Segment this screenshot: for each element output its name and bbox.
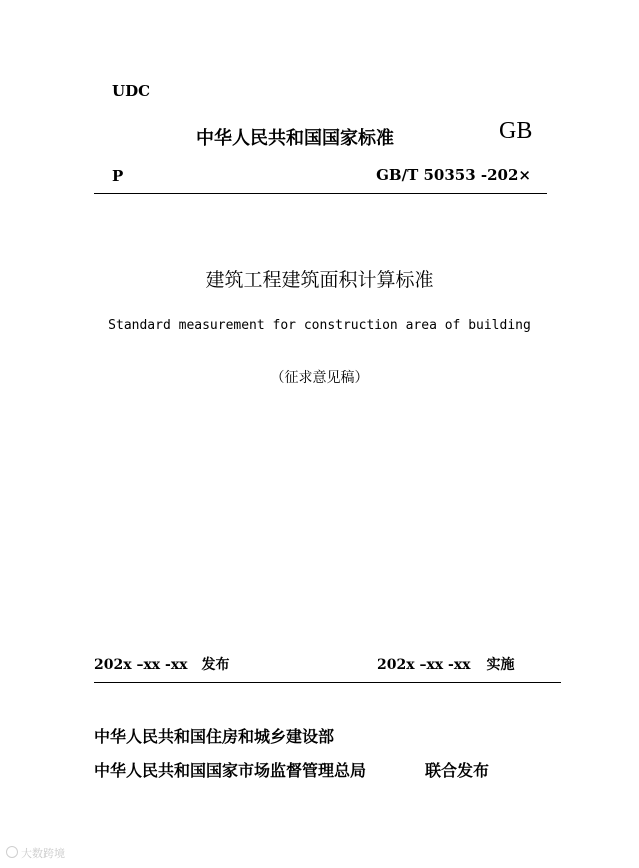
document-title-en: Standard measurement for construction area of building bbox=[108, 318, 531, 333]
standard-number: GB/T 50353 -202× bbox=[376, 166, 531, 184]
bottom-divider bbox=[94, 682, 561, 683]
draft-note: （征求意见稿） bbox=[270, 370, 369, 386]
issue-date: 202x –xx -xx bbox=[94, 657, 188, 673]
implement-date: 202x –xx -xx bbox=[377, 657, 471, 673]
document-title-cn: 建筑工程建筑面积计算标准 bbox=[205, 269, 434, 291]
joint-issue-label: 联合发布 bbox=[425, 761, 490, 780]
watermark-text: 大数跨境 bbox=[21, 847, 65, 860]
p-label: P bbox=[112, 167, 124, 185]
implement-label: 实施 bbox=[486, 657, 515, 673]
issue-date-line bbox=[94, 654, 230, 674]
implement-date-line bbox=[377, 654, 515, 674]
watermark-logo-icon bbox=[6, 846, 18, 858]
top-divider bbox=[94, 193, 547, 194]
udc-label: UDC bbox=[112, 82, 151, 100]
national-standard-title: 中华人民共和国国家标准 bbox=[196, 128, 394, 149]
issue-label: 发布 bbox=[201, 657, 230, 673]
gb-mark: GB bbox=[499, 118, 533, 144]
issuer-market-regulation: 中华人民共和国国家市场监督管理总局 bbox=[94, 761, 367, 780]
watermark bbox=[6, 845, 65, 861]
issuer-ministry-housing: 中华人民共和国住房和城乡建设部 bbox=[94, 727, 335, 746]
